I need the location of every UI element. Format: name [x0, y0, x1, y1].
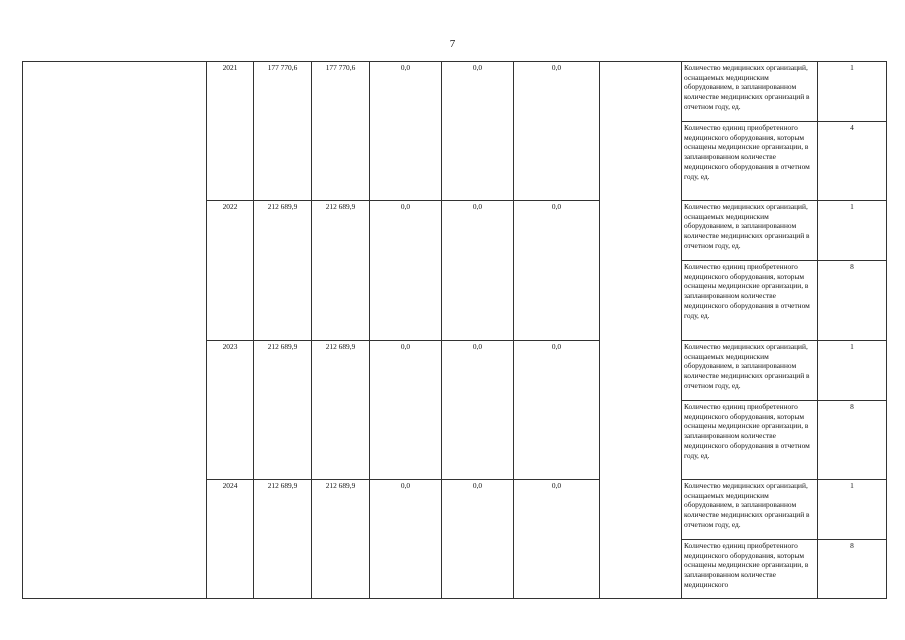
- indicator-value-cell: 4: [818, 122, 887, 201]
- program-name-cell: [23, 62, 207, 599]
- other-sources-cell: 0,0: [514, 480, 600, 599]
- indicator-cell: Количество медицинских организаций, оснащаемых медицинским оборудованием, в запланированном количестве медицинских организаций в отчетном году, ед.: [682, 62, 818, 122]
- indicator-cell: Количество медицинских организаций, оснащаемых медицинским оборудованием, в запланированном количестве медицинских организаций в отчетном году, ед.: [682, 201, 818, 261]
- local-budget-cell: 0,0: [442, 201, 514, 341]
- indicator-cell: Количество единиц приобретенного медицинского оборудования, которым оснащены медицинские организации, в запланированном количестве медицинского оборудования в отчетном году, ед.: [682, 401, 818, 480]
- year-cell: 2022: [207, 201, 254, 341]
- indicator-cell: Количество медицинских организаций, оснащаемых медицинским оборудованием, в запланированном количестве медицинских организаций в отчетном году, ед.: [682, 341, 818, 401]
- responsible-cell: [600, 62, 682, 599]
- total-cell: 177 770,6: [254, 62, 312, 201]
- total-cell: 212 689,9: [254, 341, 312, 480]
- page-number: 7: [449, 38, 456, 50]
- indicator-value-cell: 1: [818, 62, 887, 122]
- federal-budget-cell: 0,0: [370, 201, 442, 341]
- indicator-value-cell: 1: [818, 341, 887, 401]
- table-row: [23, 62, 887, 122]
- regional-budget-cell: 177 770,6: [312, 62, 370, 201]
- year-cell: 2024: [207, 480, 254, 599]
- local-budget-cell: 0,0: [442, 341, 514, 480]
- indicator-cell: Количество медицинских организаций, оснащаемых медицинским оборудованием, в запланированном количестве медицинских организаций в отчетном году, ед.: [682, 480, 818, 540]
- total-cell: 212 689,9: [254, 480, 312, 599]
- indicator-value-cell: 8: [818, 261, 887, 341]
- indicator-cell: Количество единиц приобретенного медицинского оборудования, которым оснащены медицинские организации, в запланированном количестве медицинского оборудования в отчетном году, ед.: [682, 122, 818, 201]
- budget-table: [22, 61, 887, 599]
- federal-budget-cell: 0,0: [370, 341, 442, 480]
- indicator-value-cell: 8: [818, 540, 887, 599]
- regional-budget-cell: 212 689,9: [312, 480, 370, 599]
- indicator-value-cell: 8: [818, 401, 887, 480]
- indicator-value-cell: 1: [818, 480, 887, 540]
- year-cell: 2023: [207, 341, 254, 480]
- indicator-value-cell: 1: [818, 201, 887, 261]
- year-cell: 2021: [207, 62, 254, 201]
- other-sources-cell: 0,0: [514, 62, 600, 201]
- other-sources-cell: 0,0: [514, 341, 600, 480]
- local-budget-cell: 0,0: [442, 480, 514, 599]
- total-cell: 212 689,9: [254, 201, 312, 341]
- indicator-cell: Количество единиц приобретенного медицинского оборудования, которым оснащены медицинские организации, в запланированном количестве медицинского: [682, 540, 818, 599]
- regional-budget-cell: 212 689,9: [312, 201, 370, 341]
- federal-budget-cell: 0,0: [370, 480, 442, 599]
- other-sources-cell: 0,0: [514, 201, 600, 341]
- federal-budget-cell: 0,0: [370, 62, 442, 201]
- regional-budget-cell: 212 689,9: [312, 341, 370, 480]
- local-budget-cell: 0,0: [442, 62, 514, 201]
- indicator-cell: Количество единиц приобретенного медицинского оборудования, которым оснащены медицинские организации, в запланированном количестве медицинского оборудования в отчетном году, ед.: [682, 261, 818, 341]
